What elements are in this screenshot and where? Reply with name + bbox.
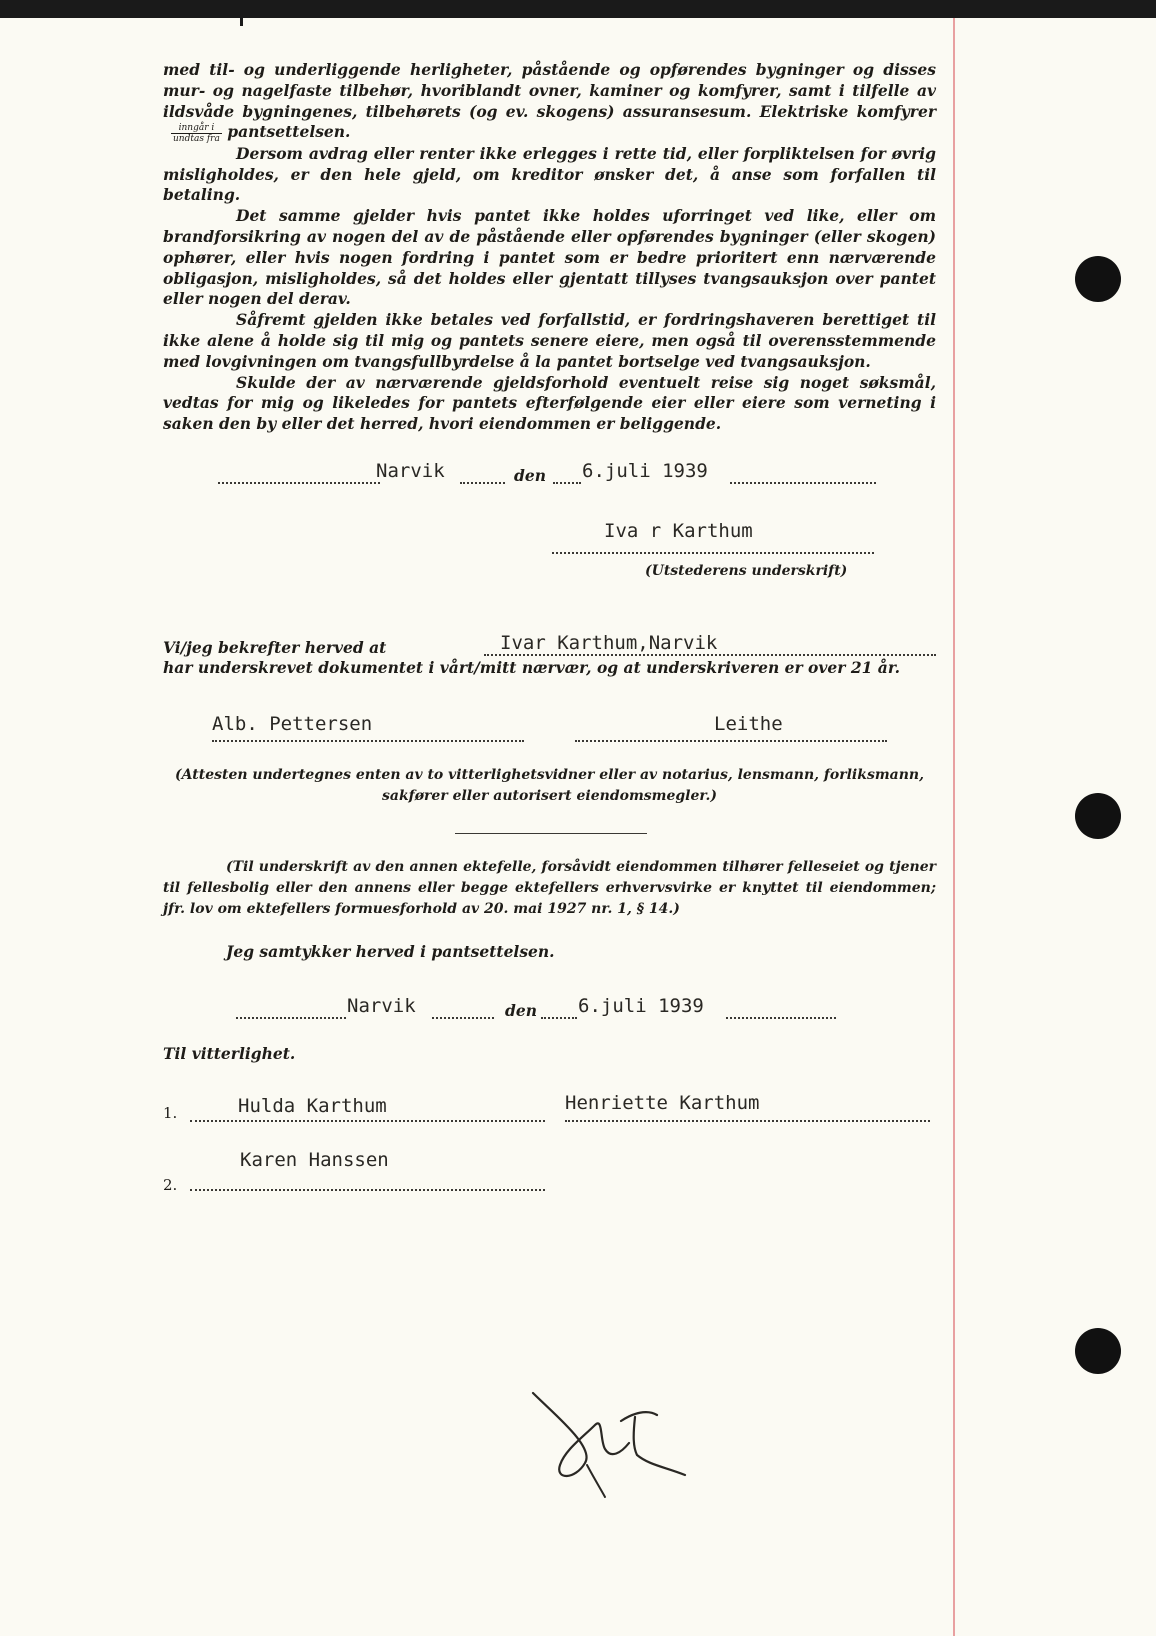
red-margin-line xyxy=(953,18,955,1636)
issuer-den-label: den xyxy=(514,466,546,485)
attestation-note: (Attesten undertegnes enten av to vitterlighetsvidner eller av notarius, lensmann, forliksmann, sakfører eller autorisert eiendomsmegler.) xyxy=(175,767,924,804)
clause-1: med til- og underliggende herligheter, påstående og opførendes bygninger og disses mur- og nagelfaste tilbehør, hvoriblandt ovner, kaminer og komfyrer, samt i tilfelle av ildsvåde bygningenes, tilbehørets (og ev. skogens) assuransesum. Elektriske komfyrer $\frac{\text{inngår i}}{\text{undtas fra}}$ pantsettelsen. xyxy=(163,60,936,144)
witness-number-2: 2. xyxy=(163,1176,178,1194)
spouse-witness-2-name: Karen Hanssen xyxy=(240,1149,389,1171)
spouse-note: (Til underskrift av den annen ektefelle, forsåvidt eiendommen tilhører felleseiet og tjener til fellesbolig eller den annens eller begge ektefellers erhvervsvirke er knyttet til eiendommen; jfr. lov om ektefellers formuesforhold av 20. mai 1927 nr. 1, § 14.) xyxy=(163,859,936,917)
spouse-place-dots-left xyxy=(236,1017,346,1019)
clause-2: Dersom avdrag eller renter ikke erlegges i rette tid, eller forpliktelsen for øvrig misligholdes, er den hele gjeld, om kreditor ønsker det, å anse som forfallen til betaling. xyxy=(163,143,936,205)
clause-3: Det samme gjelder hvis pantet ikke holdes uforringet ved like, eller om brandforsikring av nogen del av de påstående eller opførendes bygninger (eller skogen) ophører, eller hvis nogen fordring i pantet som er bedre prioritert enn nærværende obligasjon, misligholdes, så det holdes eller gjentatt tillyses tvangsauksjon over pantet eller nogen del derav. xyxy=(163,206,936,309)
witness-1-line xyxy=(212,740,524,742)
witness-1-name: Alb. Pettersen xyxy=(212,713,373,735)
punch-hole-top xyxy=(1075,256,1121,302)
spouse-witness-1-line xyxy=(190,1120,545,1122)
spouse-place: Narvik xyxy=(347,995,416,1017)
punch-hole-bottom xyxy=(1075,1328,1121,1374)
confirmation-statement: har underskrevet dokumentet i vårt/mitt nærvær, og at underskriveren er over 21 år. xyxy=(163,658,900,677)
issuer-date-dots-left xyxy=(553,482,581,484)
spouse-date-dots-left xyxy=(541,1017,577,1019)
spouse-place-dots-right xyxy=(432,1017,494,1019)
fraction-choice: $\frac{\text{inngår i}}{\text{undtas fra}}$ xyxy=(173,122,220,144)
spouse-signature-line xyxy=(565,1120,930,1122)
issuer-place-dots-right xyxy=(460,482,505,484)
spouse-den-label: den xyxy=(505,1001,537,1020)
clause-5: Skulde der av nærværende gjeldsforhold eventuelt reise sig noget søksmål, vedtas for mig og likeledes for pantets efterfølgende eier eller eiere som verneting i saken den by eller det herred, hvori eiendommen er beliggende. xyxy=(163,372,936,434)
spouse-witness-2-line xyxy=(190,1189,545,1191)
issuer-signature: Iva r Karthum xyxy=(604,520,753,542)
confirmed-name: Ivar Karthum,Narvik xyxy=(500,632,718,654)
punch-hole-middle xyxy=(1075,793,1121,839)
consent-statement: Jeg samtykker herved i pantsettelsen. xyxy=(226,942,555,961)
clause-4: Såfremt gjelden ikke betales ved forfallstid, er fordringshaveren berettiget til ikke alene å holde sig til mig og pantets senere eiere, men også til overensstemmende med lovgivningen om tvangsfullbyrdelse å la pantet bortselge ved tvangsauksjon. xyxy=(163,310,936,371)
spouse-date: 6.juli 1939 xyxy=(578,995,704,1017)
issuer-caption: (Utstederens underskrift) xyxy=(645,563,848,579)
spouse-date-dots-right xyxy=(726,1017,836,1019)
issuer-date: 6.juli 1939 xyxy=(582,460,708,482)
section-divider xyxy=(455,833,647,834)
confirmation-prefix: Vi/jeg bekrefter herved at xyxy=(163,638,387,657)
spouse-signature: Henriette Karthum xyxy=(565,1092,760,1114)
witness-2-name: Leithe xyxy=(714,713,783,735)
witness-number-1: 1. xyxy=(163,1104,178,1122)
spouse-witness-1-name: Hulda Karthum xyxy=(238,1095,387,1117)
scan-top-notch xyxy=(240,18,243,26)
handwritten-initials xyxy=(525,1385,695,1505)
issuer-date-dots-right xyxy=(730,482,876,484)
scan-top-edge xyxy=(0,0,1156,18)
witness-label: Til vitterlighet. xyxy=(163,1044,296,1063)
issuer-place-dots-left xyxy=(218,482,380,484)
confirmation-name-line xyxy=(484,654,936,656)
mortgage-clauses xyxy=(163,60,936,435)
issuer-place: Narvik xyxy=(376,460,445,482)
issuer-signature-line xyxy=(552,552,874,554)
witness-2-line xyxy=(575,740,887,742)
